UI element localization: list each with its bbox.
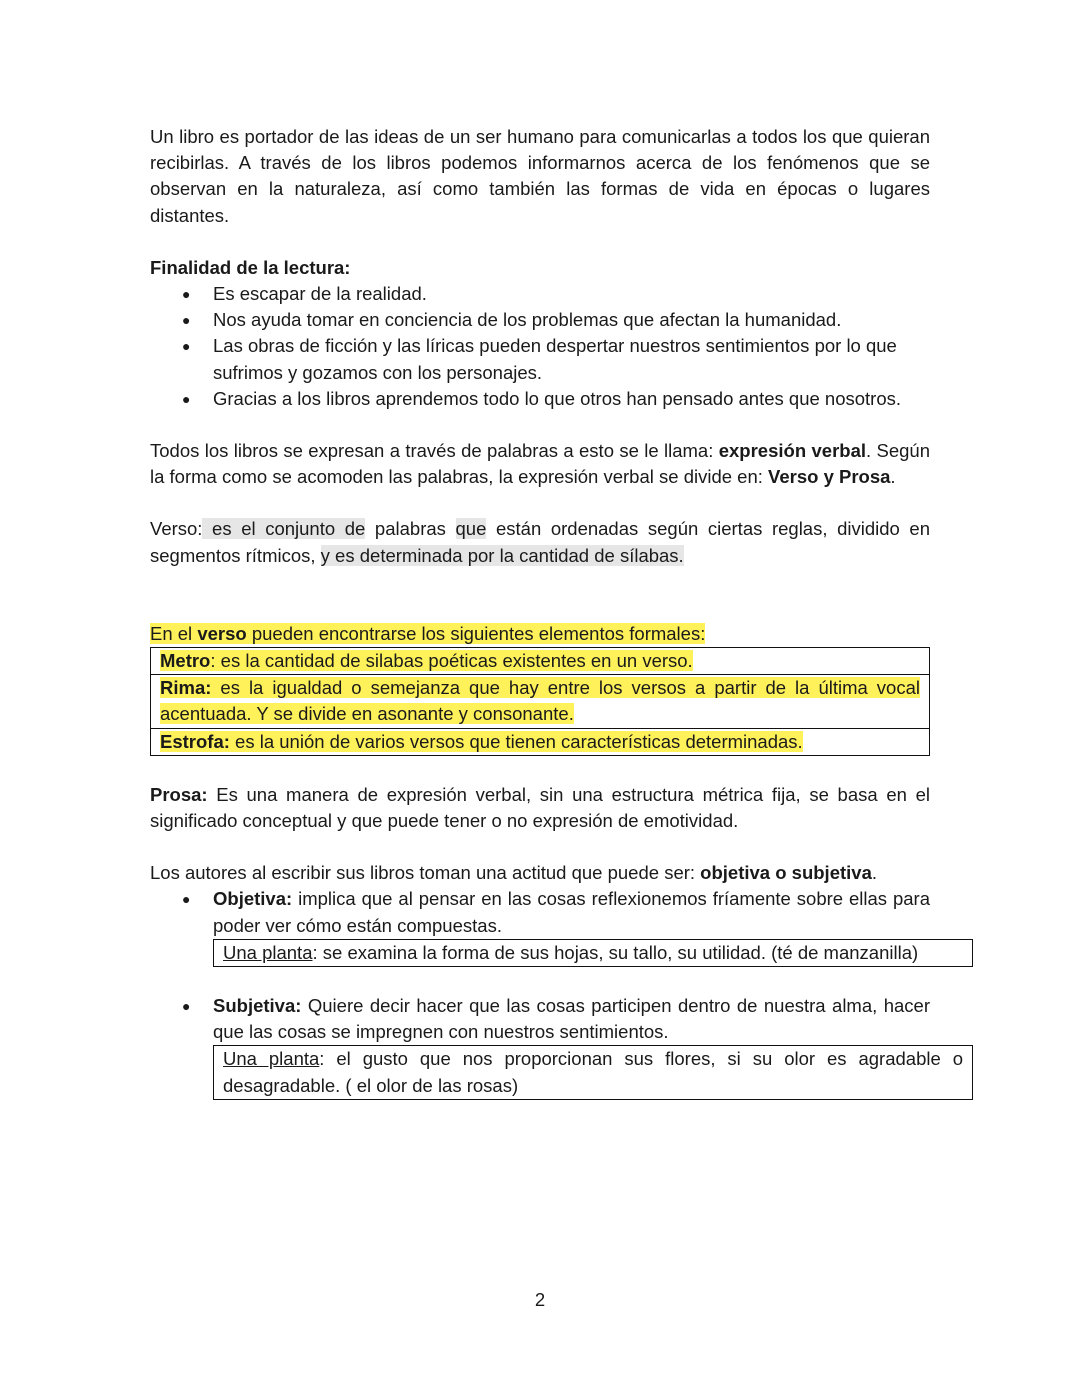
- rima-text: es la igualdad o semejanza que hay entre los versos a partir de la última vocal acentuada. Y se divide en asonante y consonante.: [160, 677, 920, 725]
- expresion-verbal-term: expresión verbal: [718, 440, 867, 462]
- verso-text-2: palabras: [365, 518, 456, 540]
- objetiva-example-label: Una planta: [223, 941, 313, 963]
- rima-term: Rima:: [160, 677, 212, 699]
- verso-prosa-term: Verso y Prosa: [768, 466, 891, 488]
- objetiva-example-box: [213, 939, 973, 967]
- prosa-label: Prosa:: [150, 783, 208, 805]
- rima-cell: [151, 675, 930, 728]
- subjetiva-text: Quiere decir hacer que las cosas participen dentro de nuestra alma, hacer que las cosas se impregnen con nuestros sentimientos.: [213, 995, 930, 1043]
- estrofa-text: es la unión de varios versos que tienen características determinadas.: [229, 730, 803, 752]
- list-item: ● Las obras de ficción y las líricas pueden despertar nuestros sentimientos por lo que sufrimos y gozamos con los personajes.: [150, 333, 930, 385]
- expresion-text-1: Todos los libros se expresan a través de palabras a esto se le llama:: [150, 440, 719, 462]
- verso-paragraph: [150, 516, 930, 568]
- verso-label: Verso:: [150, 518, 203, 540]
- objetiva-example-text: : se examina la forma de sus hojas, su tallo, su utilidad. (té de manzanilla): [312, 941, 919, 963]
- prosa-paragraph: [150, 782, 930, 834]
- verso-text-1: es el conjunto de: [202, 518, 366, 540]
- subjetiva-label: Subjetiva:: [213, 995, 302, 1017]
- metro-term: Metro: [160, 650, 211, 672]
- verso-text-4: están ordenadas según ciertas reglas, dividido en segmentos rítmicos,: [150, 518, 930, 566]
- metro-sep: :: [210, 650, 216, 672]
- elementos-intro: [150, 621, 930, 647]
- actitud-end: .: [871, 862, 877, 884]
- metro-cell: [151, 648, 930, 675]
- estrofa-term: Estrofa:: [160, 730, 230, 752]
- subjetiva-example-box: [213, 1045, 973, 1099]
- verso-text-5: y es determinada por la cantidad de sílabas.: [320, 544, 684, 566]
- page-content: [150, 124, 963, 1100]
- expresion-paragraph: [150, 438, 930, 490]
- table-row: [151, 728, 930, 755]
- elementos-verso-term: verso: [197, 622, 247, 644]
- list-item: ● Gracias a los libros aprendemos todo lo que otros han pensado antes que nosotros.: [150, 386, 930, 412]
- objetiva-label: Objetiva:: [213, 888, 293, 910]
- expresion-text-2: . Según la forma como se acomoden las palabras, la expresión verbal se divide en:: [150, 440, 931, 488]
- prosa-text: Es una manera de expresión verbal, sin una estructura métrica fija, se basa en el significado conceptual y que puede tener o no expresión de emotividad.: [150, 783, 930, 832]
- metro-text: es la cantidad de silabas poéticas existentes en un verso.: [215, 650, 693, 672]
- actitud-list: [150, 886, 930, 938]
- elementos-pre: En el: [150, 622, 198, 644]
- page-number: 2: [534, 1289, 546, 1310]
- actitud-text: Los autores al escribir sus libros toman una actitud que puede ser:: [150, 862, 701, 884]
- list-item: [150, 993, 930, 1045]
- actitud-term: objetiva o subjetiva: [700, 862, 872, 884]
- elementos-table: [150, 647, 930, 756]
- subjetiva-example-text: : el gusto que nos proporcionan sus flores, si su olor es agradable o desagradable. ( el olor de las rosas): [223, 1048, 963, 1096]
- objetiva-text: implica que al pensar en las cosas reflexionemos fríamente sobre ellas para poder ver cómo están compuestas.: [213, 888, 930, 936]
- actitud-intro: [150, 860, 930, 886]
- table-row: [151, 675, 930, 728]
- intro-paragraph: Un libro es portador de las ideas de un ser humano para comunicarlas a todos los que quieran recibirlas. A través de los libros podemos informarnos acerca de los fenómenos que se observan en la naturaleza, así como también las formas de vida en épocas o lugares distantes.: [150, 126, 930, 226]
- expresion-text-3: .: [890, 466, 896, 488]
- table-row: [151, 648, 930, 675]
- actitud-list-2: [150, 993, 930, 1045]
- list-item: ● Es escapar de la realidad.: [150, 281, 930, 307]
- subjetiva-example-label: Una planta: [223, 1048, 320, 1070]
- list-item: ● Nos ayuda tomar en conciencia de los problemas que afectan la humanidad.: [150, 307, 930, 333]
- verso-text-3: que: [455, 518, 487, 540]
- list-item: [150, 886, 930, 938]
- elementos-post: pueden encontrarse los siguientes elementos formales:: [246, 622, 706, 644]
- finalidad-heading: Finalidad de la lectura:: [150, 256, 351, 278]
- finalidad-list: [150, 281, 930, 412]
- estrofa-cell: [151, 728, 930, 755]
